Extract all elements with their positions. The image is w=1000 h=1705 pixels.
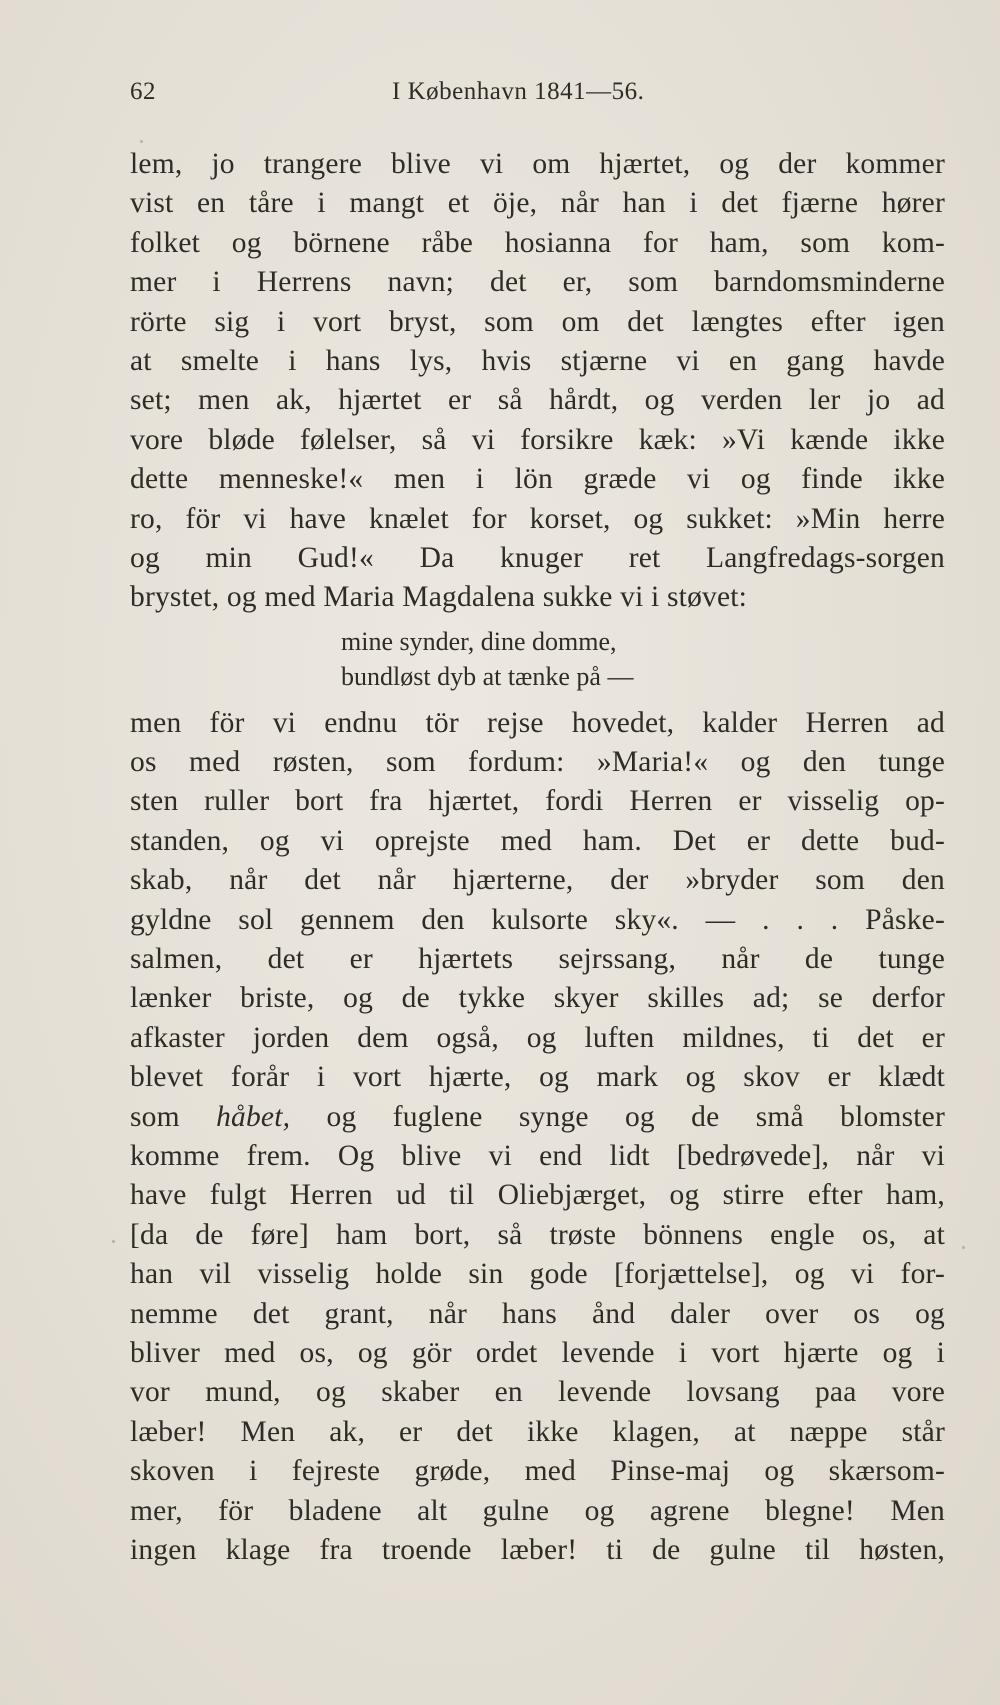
paragraph-2 (130, 704, 945, 1571)
text-line-habet (130, 1098, 945, 1137)
text-segment: som (130, 1100, 217, 1133)
text-line: mer i Herrens navn; det er, som barndomsminderne (130, 266, 945, 299)
italic-word: håbet, (216, 1100, 291, 1133)
paragraph-1 (130, 145, 945, 618)
text-line: nemme det grant, når hans ånd daler over os og (130, 1297, 945, 1330)
text-line: set; men ak, hjærtet er så hårdt, og verden ler jo ad (130, 384, 945, 417)
text-segment: og fuglene synge og de små blomster (290, 1100, 945, 1133)
text-line: han vil visselig holde sin gode [forjættelse], og vi for- (130, 1258, 945, 1291)
body-text (130, 145, 945, 1570)
verse-line: mine synder, dine domme, (341, 626, 617, 656)
text-line: sten ruller bort fra hjærtet, fordi Herren er visselig op- (130, 785, 945, 818)
text-line: salmen, det er hjærtets sejrssang, når de tunge (130, 943, 945, 976)
text-line: vor mund, og skaber en levende lovsang paa vore (130, 1376, 945, 1409)
text-line: blevet forår i vort hjærte, og mark og skov er klædt (130, 1061, 945, 1094)
text-line: rörte sig i vort bryst, som om det længtes efter igen (130, 305, 945, 338)
page-number: 62 (130, 78, 156, 105)
text-line: lem, jo trangere blive vi om hjærtet, og der kommer (130, 148, 945, 180)
text-line: folket og börnene råbe hosianna for ham, som kom- (130, 226, 945, 259)
text-line: [da de føre] ham bort, så trøste bönnens engle os, at (130, 1218, 945, 1251)
text-line: og min Gud!« Da knuger ret Langfredags-sorgen (130, 541, 945, 574)
text-line: skab, når det når hjærterne, der »bryder som den (130, 864, 945, 897)
text-line: skoven i fejreste grøde, med Pinse-maj og skærsom- (130, 1455, 945, 1488)
text-line: ro, för vi have knælet for korset, og sukket: »Min herre (130, 502, 945, 535)
text-line: vore bløde følelser, så vi forsikre kæk: »Vi kænde ikke (130, 423, 945, 456)
text-line: lænker briste, og de tykke skyer skilles ad; se derfor (130, 982, 945, 1015)
text-line: brystet, og med Maria Magdalena sukke vi i støvet: (130, 581, 748, 614)
text-line: komme frem. Og blive vi end lidt [bedrøvede], når vi (130, 1139, 945, 1172)
text-line: bliver med os, og gör ordet levende i vort hjærte og i (130, 1336, 945, 1369)
text-line: gyldne sol gennem den kulsorte sky«. — . . . Påske- (130, 903, 945, 936)
verse-quote (130, 624, 945, 694)
text-line: dette menneske!« men i lön græde vi og finde ikke (130, 463, 945, 496)
text-line: afkaster jorden dem også, og luften mildnes, ti det er (130, 1021, 945, 1054)
running-head: I København 1841—56. (392, 78, 645, 105)
paper-speck (140, 140, 143, 143)
text-line: vist en tåre i mangt et öje, når han i det fjærne hører (130, 187, 945, 220)
text-line: læber! Men ak, er det ikke klagen, at næppe står (130, 1415, 945, 1448)
text-line: standen, og vi oprejste med ham. Det er dette bud- (130, 824, 945, 857)
paper-speck (112, 1240, 115, 1243)
text-line: men för vi endnu tör rejse hovedet, kalder Herren ad (130, 706, 945, 739)
page-header (130, 78, 870, 114)
verse-line: bundløst dyb at tænke på — (341, 661, 634, 691)
text-line: os med røsten, som fordum: »Maria!« og den tunge (130, 746, 945, 779)
text-line: mer, för bladene alt gulne og agrene blegne! Men (130, 1494, 945, 1527)
text-line: at smelte i hans lys, hvis stjærne vi en gang havde (130, 344, 945, 377)
text-line: have fulgt Herren ud til Oliebjærget, og stirre efter ham, (130, 1179, 945, 1212)
text-line: ingen klage fra troende læber! ti de gulne til høsten, (130, 1533, 945, 1566)
paper-speck (962, 1246, 965, 1249)
